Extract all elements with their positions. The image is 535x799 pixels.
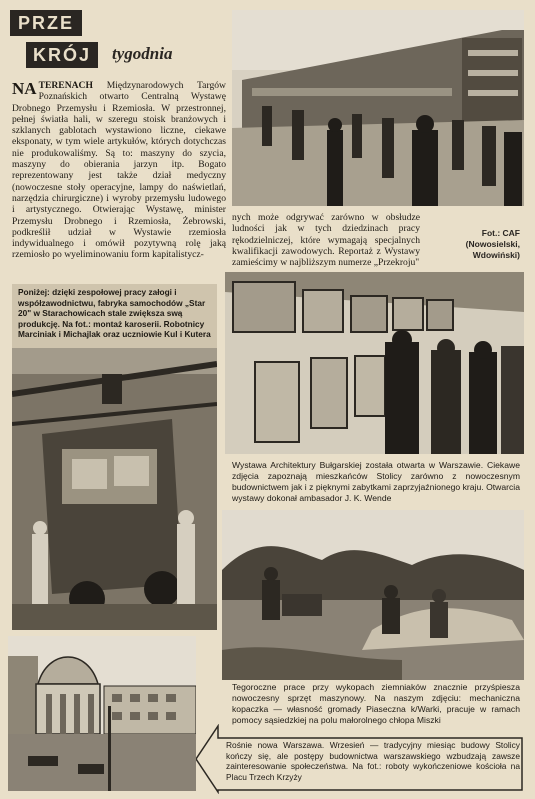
- photo-potato-harvest: [222, 510, 524, 680]
- article-body-2: nych może odgrywać zarówno w obsłudze ludności jak w tych dziedzinach pracy rękodzielniczej, które wymagają specjalnych kwalifikacji zawodowych. Reportaż z Wystawy zamieścimy w najbliższym numerze „Przekroju": [232, 212, 420, 269]
- article-column-2: [232, 212, 420, 268]
- caption-harvest: Tegoroczne prace przy wykopach ziemniaków znacznie przyśpiesza nowoczesny sprzęt maszynowy. Na naszym zdjęciu: mechaniczna kopaczka — własność gromady Piaseczna k/Warki, pracuje w ramach pomocy sąsiedzkiej na polu małorolnego chłopa Miszki: [232, 682, 520, 725]
- dropcap: NA: [12, 79, 37, 98]
- article-body-1: Międzynarodowych Targów Poznańskich otwarto Centralną Wystawę Drobnego Przemysłu i Rzemiosła. W przestronnej, pełnej światła hali, w szeregu stoisk branżowych i szklanych gablotach wystawiono liczne, ciekawe eksponaty, w tym wiele artykułów, których dotychczas nie produkowaliśmy. Są to: maszyny do szycia, maszyny do obierania jarzyn itp. Bogato reprezentowany jest także dział medyczny (nowoczesne stoły operacyjne, lampy do naświetlań, narzędzia chirurgiczne) i wyroby przemysłu ludowego i artystycznego. Otwierając Wystawę, minister Przemysłu Drobnego i Rzemiosła, Żebrowski, podkreślił udział w Wystawie rzemiosła indywidualnego i omówił pozytywną rolę jaką rzemiosło po wyeliminowaniu form kapitalistycz-: [12, 80, 226, 261]
- logo-top-block: PRZE: [10, 10, 82, 36]
- credit-line-2: (Nowosielski,: [465, 239, 520, 249]
- credit-line-1: Fot.: CAF: [481, 228, 520, 238]
- caption-factory: Poniżej: dzięki zespołowej pracy załogi i współzawodnictwu, fabryka samochodów „Star 20" w Starachowicach stale zwiększa swą produkcję. Na fot.: montaż karoserii. Robotnicy Marciniak i Michajlak oraz uczniowie Kul i Kutera: [12, 284, 217, 348]
- caption-exhibition: Wystawa Architektury Bułgarskiej została otwarta w Warszawie. Ciekawe zdjęcia zapoznają mieszkańców Stolicy zarówno z nowoczesnym budownictwem jak i z pięknymi zabytkami zaprzyjaźnionego kraju. Otwarcia wystawy dokonał ambasador J. K. Wende: [232, 460, 520, 503]
- photo-exhibition: [225, 272, 524, 454]
- photo-fair-hall: [232, 10, 524, 206]
- logo-bottom-block: KRÓJ: [26, 42, 98, 68]
- photo-warsaw-church: [8, 636, 196, 791]
- credit-line-3: Wdowiński): [472, 250, 520, 260]
- article-lead: TERENACH: [38, 80, 93, 91]
- przekroj-logo: [10, 8, 110, 72]
- caption-warsaw: Rośnie nowa Warszawa. Wrzesień — tradycyjny miesiąc budowy Stolicy kończy się, ale postępy budownictwa warszawskiego wzbudzają zawsze zainteresowanie społeczeństwa. Na fot.: roboty wykończeniowe kościoła na Placu Trzech Krzyży: [226, 740, 520, 782]
- section-title: tygodnia: [112, 44, 173, 63]
- article-column-1: [12, 80, 226, 276]
- photo-credit: [424, 228, 520, 261]
